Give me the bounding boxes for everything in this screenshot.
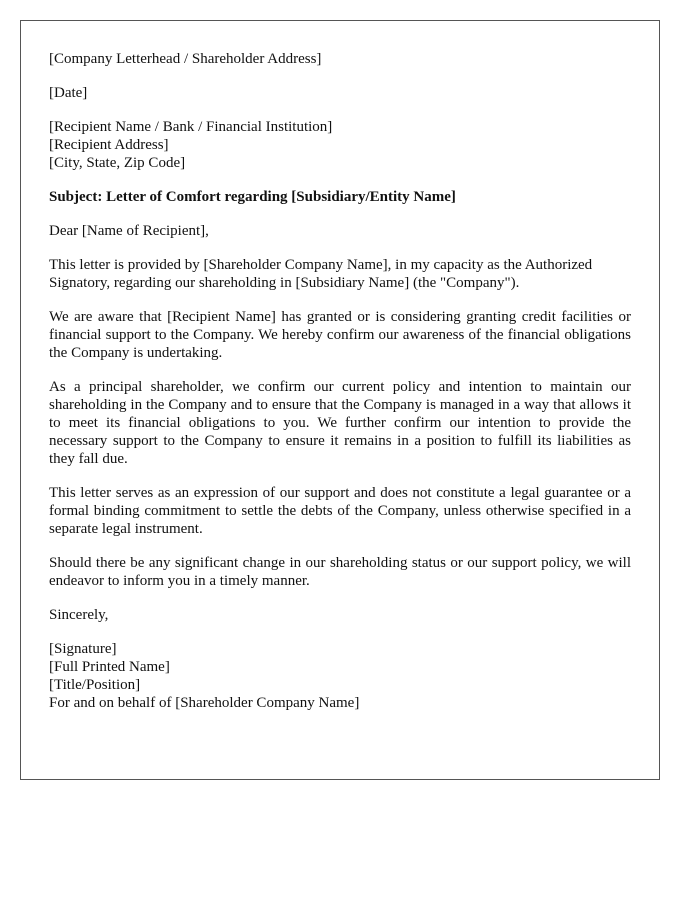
body-paragraph-notice: Should there be any significant change in our shareholding status or our support policy, we will endeavor to inform you in a timely manner. <box>49 555 631 589</box>
body-paragraph-disclaimer: This letter serves as an expression of our support and does not constitute a legal guarantee or a formal binding commitment to settle the debts of the Company, unless otherwise specified in a separate legal instrument. <box>49 485 631 537</box>
recipient-block <box>49 118 631 172</box>
body-paragraph-support: As a principal shareholder, we confirm our current policy and intention to maintain our shareholding in the Company and to ensure that the Company is managed in a way that allows it to meet its financial obligations to you. We further confirm our intention to provide the necessary support to the Company to ensure it remains in a position to fulfill its liabilities as they fall due. <box>49 379 631 467</box>
salutation <box>49 222 631 240</box>
recipient-address: [Recipient Address] <box>49 137 169 153</box>
signature-block <box>49 640 631 712</box>
recipient-city: [City, State, Zip Code] <box>49 155 186 171</box>
date-block <box>49 84 631 102</box>
signature-placeholder: [Signature] <box>49 641 117 657</box>
body-paragraph-awareness: We are aware that [Recipient Name] has granted or is considering granting credit facilities or financial support to the Company. We hereby confirm our awareness of the financial obligations the Company is undertaking. <box>49 309 631 361</box>
body-paragraph-intro: This letter is provided by [Shareholder Company Name], in my capacity as the Authorized Signatory, regarding our shareholding in [Subsidiary Name] (the "Company"). <box>49 257 593 291</box>
recipient-name: [Recipient Name / Bank / Financial Institution] <box>49 119 333 135</box>
salutation-text: Dear [Name of Recipient], <box>49 223 209 239</box>
letterhead <box>49 50 631 68</box>
closing-text: Sincerely, <box>49 607 109 623</box>
title-position: [Title/Position] <box>49 677 141 693</box>
on-behalf-of: For and on behalf of [Shareholder Company Name] <box>49 695 360 711</box>
subject-line <box>49 188 631 206</box>
date-text: [Date] <box>49 85 88 101</box>
subject-text: Subject: Letter of Comfort regarding [Subsidiary/Entity Name] <box>49 189 456 205</box>
printed-name: [Full Printed Name] <box>49 659 170 675</box>
closing <box>49 606 631 624</box>
letter-page <box>20 20 660 780</box>
letterhead-text: [Company Letterhead / Shareholder Address] <box>49 51 322 67</box>
